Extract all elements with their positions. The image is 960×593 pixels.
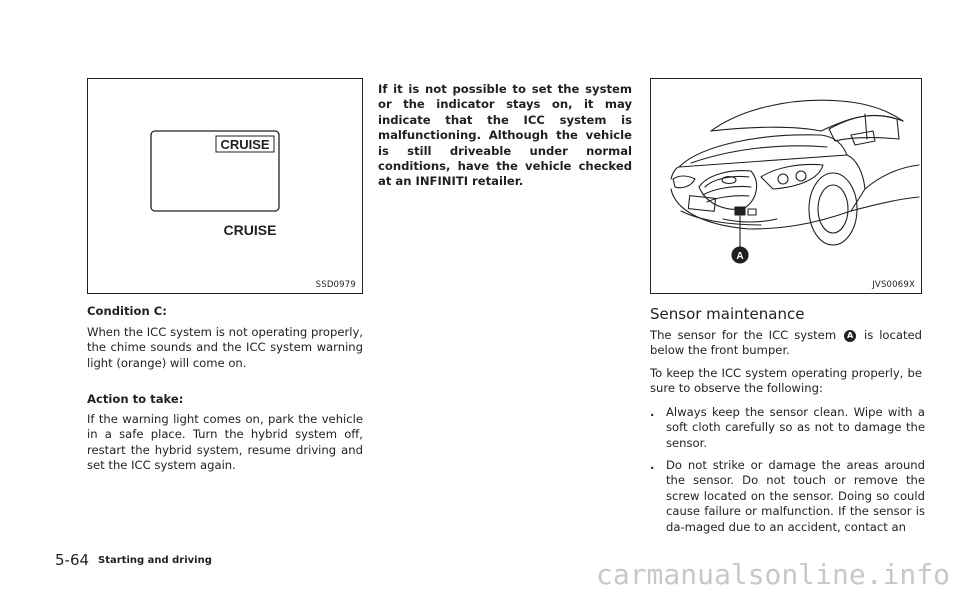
watermark: carmanualsonline.info (595, 558, 950, 591)
list-item (650, 458, 925, 535)
vehicle-illustration (651, 79, 921, 293)
intro-after: is located below the front bumper. (650, 328, 923, 358)
figure-vehicle-sensor (650, 78, 922, 294)
condition-text: When the ICC system is not operating properly, the chime sounds and the ICC system warning light (orange) will come on. (87, 325, 363, 370)
condition-heading: Condition C: (87, 304, 167, 318)
bullet-text: Always keep the sensor clean. Wipe with a soft cloth carefully so as not to damage the sensor. (666, 405, 925, 450)
figure-cruise-indicator (87, 78, 363, 294)
marker-a-inline-icon: A (844, 330, 856, 342)
icc-sensor (735, 207, 745, 215)
page-number: 5-64 (55, 551, 90, 569)
bullet-icon: . (650, 405, 655, 419)
malfunction-note: If it is not possible to set the system or the indicator stays on, it may indicate that the ICC system is malfunctioning. Although the vehicle is still driveable under normal conditions, have the vehicle checked at an INFINITI retailer. (378, 82, 632, 189)
bullet-text: Do not strike or damage the areas around the sensor. Do not touch or remove the screw located on the sensor. Doing so could cause failure or malfunction. If the sensor is da-maged due to an accident, contact an (666, 458, 925, 534)
section-label: Starting and driving (98, 555, 212, 566)
keep-operating-text: To keep the ICC system operating properly, be sure to observe the following: (650, 366, 922, 396)
intro-before: The sensor for the ICC system (650, 328, 837, 342)
cruise-display-label: CRUISE (220, 137, 270, 152)
cruise-indicator-label: CRUISE (223, 222, 277, 238)
sensor-location-text (650, 328, 922, 359)
figure-code: JVS0069X (872, 280, 915, 290)
figure-code: SSD0979 (315, 280, 356, 290)
cruise-display-illustration (88, 79, 362, 293)
marker-a-label: A (736, 251, 744, 262)
bullet-icon: . (650, 458, 655, 472)
action-text: If the warning light comes on, park the vehicle in a safe place. Turn the hybrid system off, restart the hybrid system, resume driving and set the ICC system again. (87, 412, 363, 473)
list-item (650, 405, 925, 451)
section-title: Sensor maintenance (650, 305, 805, 323)
action-heading: Action to take: (87, 392, 184, 406)
